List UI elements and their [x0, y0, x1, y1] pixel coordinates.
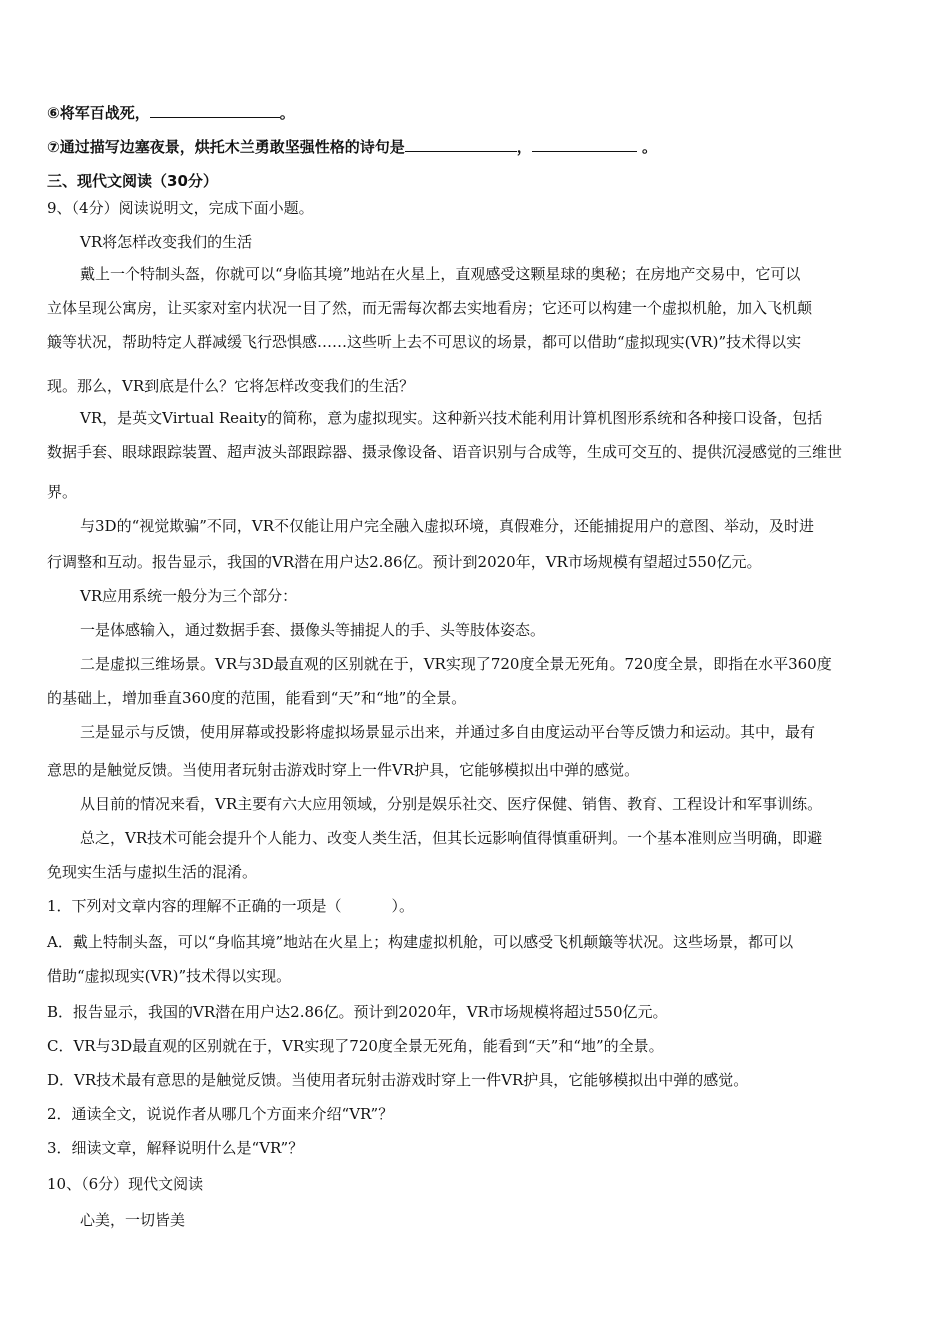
- option-a-continued: 借助“虚拟现实(VR)”技术得以实现。: [47, 967, 292, 985]
- article-paragraph: 行调整和互动。报告显示，我国的VR潜在用户达2.86亿。预计到2020年，VR市场规模有望超过550亿元。: [47, 553, 762, 571]
- article-paragraph: VR，是英文Virtual Reaity的简称，意为虚拟现实。这种新兴技术能利用计算机图形系统和各种接口设备，包括: [80, 409, 823, 427]
- answer-blank[interactable]: [150, 103, 280, 118]
- question-heading: 9、（4分）阅读说明文，完成下面小题。: [47, 199, 314, 217]
- fill-in-q7: [47, 137, 657, 157]
- answer-blank[interactable]: [532, 137, 637, 152]
- article-paragraph: 簸等状况，帮助特定人群减缓飞行恐惧感……这些听上去不可思议的场景，都可以借助“虚拟现实(VR)”技术得以实: [47, 333, 802, 351]
- article-paragraph: VR应用系统一般分为三个部分：: [80, 587, 298, 605]
- q1-end: ）。: [391, 897, 415, 915]
- article-paragraph: 立体呈现公寓房，让买家对室内状况一目了然，而无需每次都去实地看房；它还可以构建一个虚拟机舱，加入飞机颠: [47, 299, 813, 317]
- question-heading: 10、（6分）现代文阅读: [47, 1175, 204, 1193]
- q1-text: 1．下列对文章内容的理解不正确的一项是（: [47, 897, 342, 915]
- sub-question-3: 3．细读文章，解释说明什么是“VR”？: [47, 1139, 304, 1157]
- q7-end: 。: [636, 138, 657, 156]
- article-paragraph: 现。那么，VR到底是什么？它将怎样改变我们的生活？: [47, 377, 415, 395]
- q6-text: ⑥将军百战死，: [47, 104, 150, 122]
- q7-text: ⑦通过描写边塞夜景，烘托木兰勇敢坚强性格的诗句是: [47, 138, 405, 156]
- article-title: 心美，一切皆美: [80, 1211, 186, 1229]
- option-b: B．报告显示，我国的VR潜在用户达2.86亿。预计到2020年，VR市场规模将超过550亿元。: [47, 1003, 668, 1021]
- q7-separator: ，: [516, 138, 532, 156]
- article-paragraph: 三是显示与反馈，使用屏幕或投影将虚拟场景显示出来，并通过多自由度运动平台等反馈力和运动。其中，最有: [80, 723, 816, 741]
- article-paragraph: 从目前的情况来看，VR主要有六大应用领域，分别是娱乐社交、医疗保健、销售、教育、工程设计和军事训练。: [80, 795, 823, 813]
- q6-end: 。: [279, 104, 295, 122]
- article-paragraph: 与3D的“视觉欺骗”不同，VR不仅能让用户完全融入虚拟环境，真假难分，还能捕捉用户的意图、举动，及时进: [80, 517, 815, 535]
- article-paragraph: 界。: [47, 483, 78, 501]
- article-paragraph: 戴上一个特制头盔，你就可以“身临其境”地站在火星上，直观感受这颗星球的奥秘；在房地产交易中，它可以: [80, 265, 801, 283]
- option-c: C．VR与3D最直观的区别就在于，VR实现了720度全景无死角，能看到“天”和“地”的全景。: [47, 1037, 664, 1055]
- option-d: D．VR技术最有意思的是触觉反馈。当使用者玩射击游戏时穿上一件VR护具，它能够模拟出中弹的感觉。: [47, 1071, 749, 1089]
- article-paragraph: 二是虚拟三维场景。VR与3D最直观的区别就在于，VR实现了720度全景无死角。720度全景，即指在水平360度: [80, 655, 832, 673]
- article-paragraph: 一是体感输入，通过数据手套、摄像头等捕捉人的手、头等肢体姿态。: [80, 621, 546, 639]
- answer-blank[interactable]: [405, 137, 517, 152]
- option-a: A．戴上特制头盔，可以“身临其境”地站在火星上；构建虚拟机舱，可以感受飞机颠簸等状况。这些场景，都可以: [47, 933, 794, 951]
- article-title: VR将怎样改变我们的生活: [80, 233, 253, 251]
- article-paragraph: 总之，VR技术可能会提升个人能力、改变人类生活，但其长远影响值得慎重研判。一个基本准则应当明确，即避: [80, 829, 823, 847]
- section-title: 三、现代文阅读（30分）: [47, 172, 218, 190]
- article-paragraph: 的基础上，增加垂直360度的范围，能看到“天”和“地”的全景。: [47, 689, 467, 707]
- article-paragraph: 意思的是触觉反馈。当使用者玩射击游戏时穿上一件VR护具，它能够模拟出中弹的感觉。: [47, 761, 640, 779]
- fill-in-q6: [47, 103, 295, 123]
- article-paragraph: 免现实生活与虚拟生活的混淆。: [47, 863, 258, 881]
- article-paragraph: 数据手套、眼球跟踪装置、超声波头部跟踪器、摄录像设备、语音识别与合成等，生成可交互的、提供沉浸感觉的三维世: [47, 443, 843, 461]
- sub-question-1: [47, 896, 414, 916]
- sub-question-2: 2．通读全文，说说作者从哪几个方面来介绍“VR”？: [47, 1105, 394, 1123]
